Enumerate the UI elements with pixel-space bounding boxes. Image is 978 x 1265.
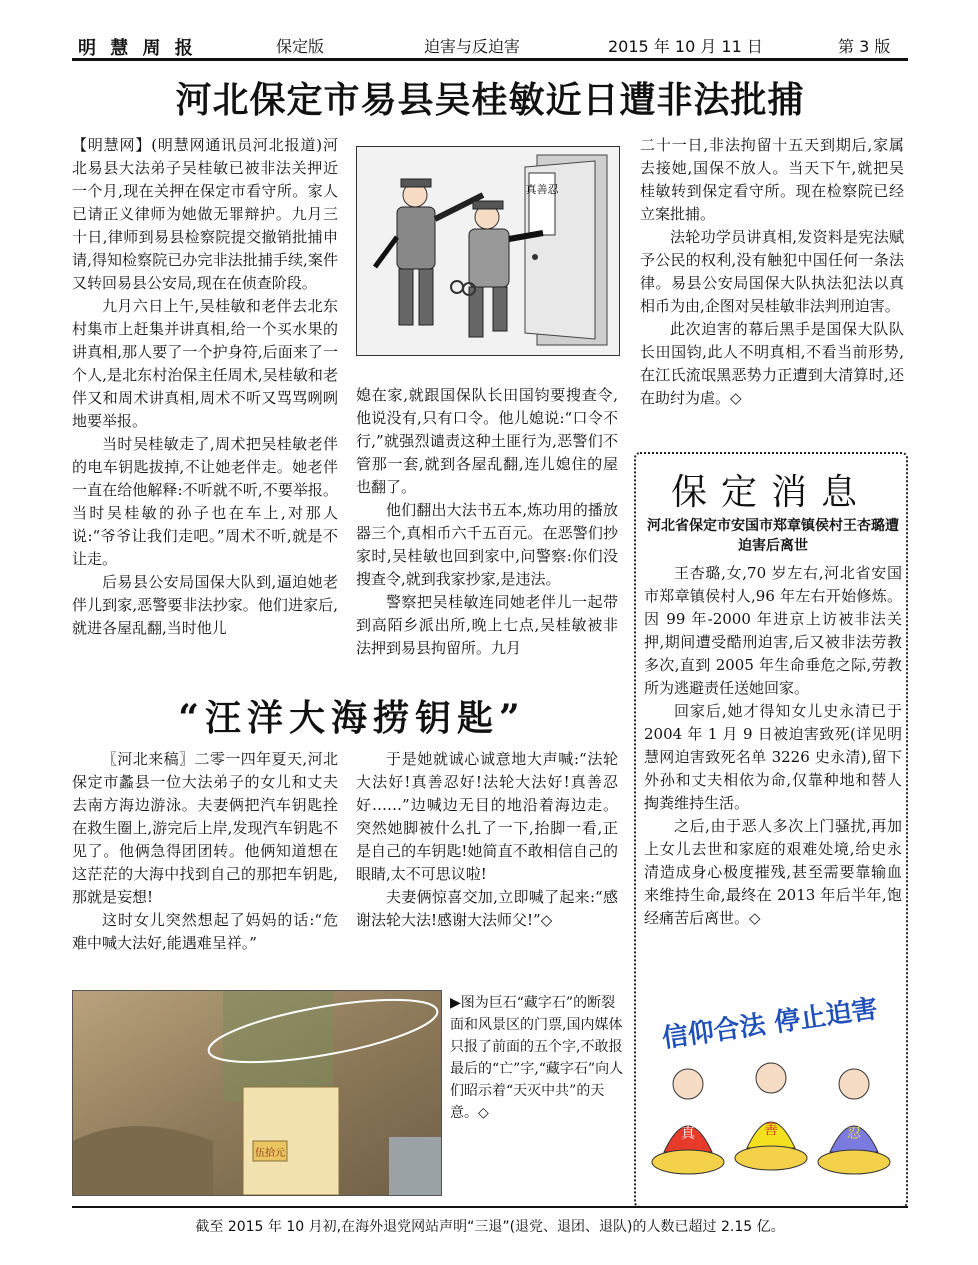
paragraph: 此次迫害的幕后黑手是国保大队队长田国钧,此人不明真相,不看当前形势,在江氏流氓黑恶势力正遭到大清算时,还在助纣为虐。◇ — [640, 320, 904, 407]
article2-column-2 — [356, 748, 618, 932]
paragraph: 夫妻俩惊喜交加,立即喊了起来:“感谢法轮大法!感谢大法师父!”◇ — [356, 888, 618, 929]
sidebar-box — [634, 452, 908, 1208]
page-header — [72, 30, 908, 61]
paragraph: 媳在家,就跟国保队长田国钧要搜查令,他说没有,只有口令。他儿媳说:“口令不行,”就强烈谴责这种土匪行为,恶警们不管那一套,就到各屋乱翻,连儿媳住的屋也翻了。 — [356, 386, 618, 496]
paragraph: 当时吴桂敏走了,周术把吴桂敏老伴的电车钥匙拔掉,不让她老伴走。她老伴一直在给他解释:不听就不听,不要举报。当时吴桂敏的孙子也在车上,对那人说:“爷爷让我们走吧。”周术不听,就是不让走。 — [72, 435, 338, 568]
paragraph: 之后,由于恶人多次上门骚扰,再加上女儿去世和家庭的艰难处境,给史永清造成身心极度摧残,甚至需要靠输血来维持生命,最终在 2013 年后半年,饱经痛苦后离世。◇ — [644, 817, 902, 927]
edition-label: 保定版 — [276, 37, 325, 56]
sidebar-body — [644, 562, 902, 930]
paragraph: 他们翻出大法书五本,炼功用的播放器三个,真相币六千五百元。在恶警们抄家时,吴桂敏也回到家中,问警察:你们没搜查令,就到我家抄家,是违法。 — [356, 501, 618, 588]
paragraph: 后易县公安局国保大队到,逼迫她老伴儿到家,恶警要非法抄家。他们进家后,就进各屋乱翻,当时他儿 — [72, 573, 338, 637]
paragraph: 〖河北来稿〗二零一四年夏天,河北保定市蠡县一位大法弟子的女儿和丈夫去南方海边游泳。夫妻俩把汽车钥匙拴在救生圈上,游完后上岸,发现汽车钥匙不见了。他俩急得团团转。他俩知道想在这茫茫的大海中找到自己的那把车钥匙,那就是妄想! — [72, 750, 338, 906]
police-illustration — [356, 146, 620, 356]
meditation-illustration — [640, 992, 902, 1198]
paragraph: 王杏璐,女,70 岁左右,河北省安国市郑章镇侯村人,96 年左右开始修炼。因 99 年-2000 年进京上访被非法关押,期间遭受酷刑迫害,后又被非法劳教多次,直到 2005 年生命垂危之际,劳教所为逃避责任送她回家。 — [644, 564, 902, 697]
slogan-text: 信仰合法 停止迫害 — [660, 994, 880, 1055]
paragraph: 这时女儿突然想起了妈妈的话:“危难中喊大法好,能遇难呈祥。” — [72, 911, 338, 952]
page-footer — [72, 1206, 908, 1235]
article2-column-1 — [72, 748, 338, 955]
sidebar-title: 保定消息 — [670, 472, 871, 513]
article-column-2 — [356, 384, 618, 660]
paragraph: 法轮功学员讲真相,发资料是宪法赋予公民的权利,没有触犯中国任何一条法律。易县公安局国保大队执法犯法以真相币为由,企图对吴桂敏非法判刑迫害。 — [640, 228, 904, 315]
ticket-price: 伍拾元 — [255, 1148, 285, 1159]
sidebar-subtitle: 河北省保定市安国市郑章镇侯村王杏璐遭迫害后离世 — [647, 518, 899, 554]
paragraph: 于是她就诚心诚意地大声喊:“法轮大法好!真善忍好!法轮大法好!真善忍好……”边喊边无目的地沿着海边走。突然她脚被什么扎了一下,抬脚一看,正是自己的车钥匙!她简直不敢相信自己的眼睛,太不可思议啦! — [356, 750, 618, 883]
issue-date: 2015 年 10 月 11 日 — [608, 37, 763, 56]
footer-text: 截至 2015 年 10 月初,在海外退党网站声明“三退”(退党、退团、退队)的人数已超过 2.15 亿。 — [195, 1219, 785, 1235]
article2-title: “汪洋大海捞钥匙” — [178, 697, 526, 739]
section-label: 迫害与反迫害 — [424, 37, 521, 56]
paragraph: 警察把吴桂敏连同她老伴儿一起带到高陌乡派出所,晚上七点,吴桂敏被非法押到易县拘留所。九月 — [356, 593, 618, 657]
masthead: 明 慧 周 报 — [78, 38, 197, 59]
article-title: 河北保定市易县吴桂敏近日遭非法批捕 — [175, 79, 805, 121]
door-sign-text: 真善忍 — [525, 183, 559, 196]
paragraph: 回家后,她才得知女儿史永清已于 2004 年 1 月 9 日被迫害致死(详见明慧网迫害致死名单 3226 史永清),留下外孙和丈夫相依为命,仅靠种地和替人掏粪维持生活。 — [644, 702, 902, 812]
shirt-label: 忍 — [847, 1126, 861, 1142]
shirt-label: 善 — [764, 1122, 778, 1138]
paragraph: 二十一日,非法拘留十五天到期后,家属去接她,国保不放人。当天下午,就把吴桂敏转到保定看守所。现在检察院已经立案批捕。 — [640, 136, 904, 223]
rock-photo — [72, 990, 442, 1196]
article-column-1 — [72, 134, 338, 640]
article-column-3 — [640, 134, 904, 410]
paragraph: 【明慧网】(明慧网通讯员河北报道)河北易县大法弟子吴桂敏已被非法关押近一个月,现在关押在保定市看守所。家人已请正义律师为她做无罪辩护。九月三十日,律师到易县检察院提交撤销批捕申请,得知检察院已办完非法批捕手续,案件又转回易县公安局,现在在侦查阶段。 — [72, 136, 338, 292]
photo-caption: ▶图为巨石“藏字石”的断裂面和风景区的门票,国内媒体只报了前面的五个字,不敢报最后的“亡”字,“藏字石”向人们昭示着“天灭中共”的天意。◇ — [450, 995, 624, 1121]
page-number: 第 3 版 — [838, 37, 891, 56]
shirt-label: 真 — [681, 1126, 695, 1142]
paragraph: 九月六日上午,吴桂敏和老伴去北东村集市上赶集并讲真相,给一个买水果的讲真相,那人要了一个护身符,后面来了一个人,是北东村治保主任周术,吴桂敏和老伴又和周术讲真相,周术不听又骂骂咧咧地要举报。 — [72, 297, 338, 430]
